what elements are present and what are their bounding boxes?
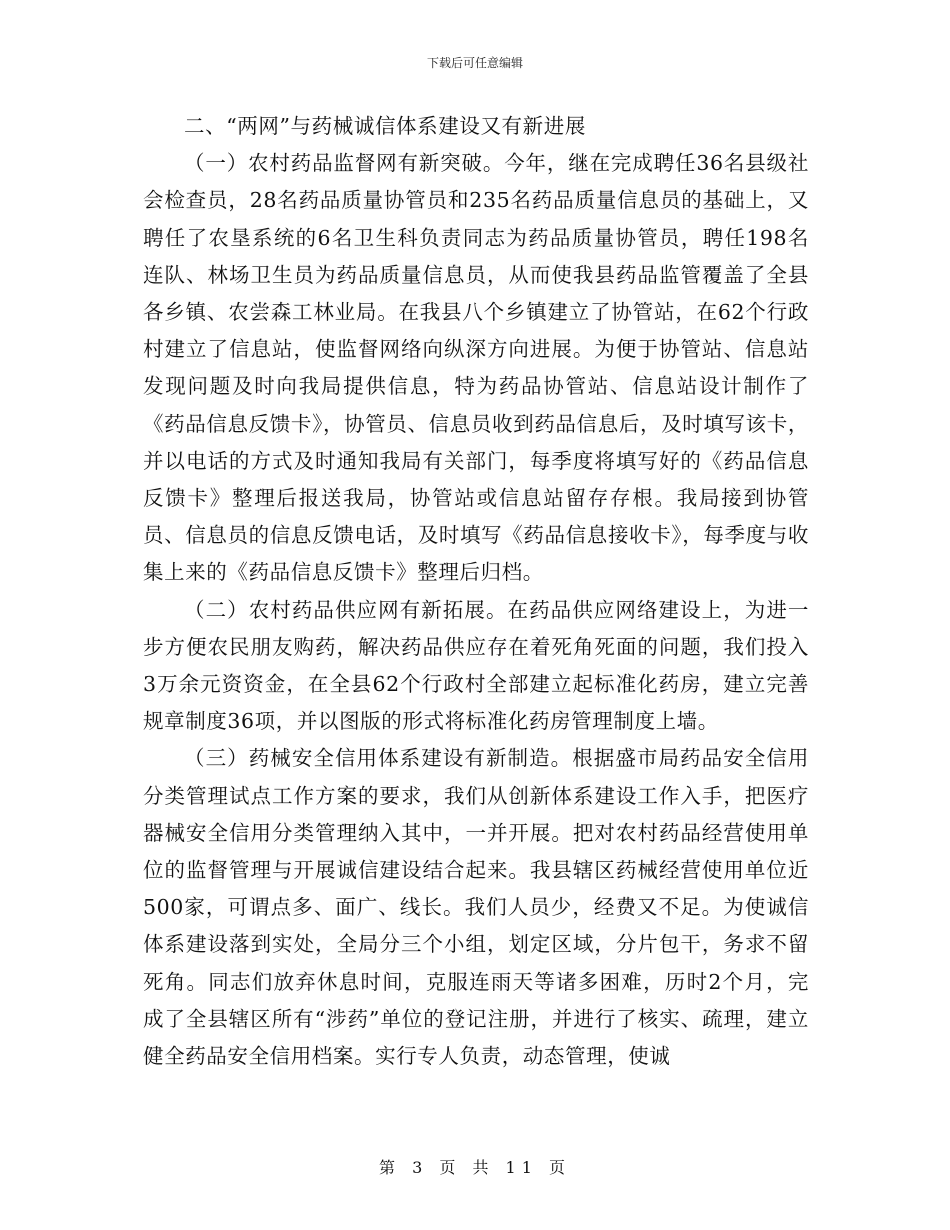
page-header-note: 下载后可任意编辑 [426,56,523,70]
paragraph-rural-supervision: （一）农村药品监督网有新突破。今年，继在完成聘任36名县级社会检查员，28名药品质量协管员和235名药品质量信息员的基础上，又聘任了农垦系统的6名卫生科负责同志为药品质量协管员，聘任198名连队、林场卫生员为药品质量信息员，从而使我县药品监管覆盖了全县各乡镇、农尝森工林业局。在我县八个乡镇建立了协管站，在62个行政村建立了信息站，使监督网络向纵深方向进展。为便于协管站、信息站发现问题及时向我局提供信息，特为药品协管站、信息站设计制作了《药品信息反馈卡》，协管员、信息员收到药品信息后，及时填写该卡，并以电话的方式及时通知我局有关部门，每季度将填写好的《药品信息反馈卡》整理后报送我局，协管站或信息站留存存根。我局接到协管员、信息员的信息反馈电话，及时填写《药品信息接收卡》，每季度与收集上来的《药品信息反馈卡》整理后归档。 [143,151,809,585]
paragraph-rural-supply: （二）农村药品供应网有新拓展。在药品供应网络建设上，为进一步方便农民朋友购药，解决药品供应存在着死角死面的问题，我们投入3万余元资资金，在全县62个行政村全部建立起标准化药房，建立完善规章制度36项，并以图版的形式将标准化药房管理制度上墙。 [143,597,809,734]
page-footer-number: 第 3 页 共 11 页 [379,1158,571,1177]
paragraph-credit-system: （三）药械安全信用体系建设有新制造。根据盛市局药品安全信用分类管理试点工作方案的要求，我们从创新体系建设工作入手，把医疗器械安全信用分类管理纳入其中，一并开展。把对农村药品经营使用单位的监督管理与开展诚信建设结合起来。我县辖区药械经营使用单位近500家，可谓点多、面广、线长。我们人员少，经费又不足。为使诚信体系建设落到实处，全局分三个小组，划定区域，分片包干，务求不留死角。同志们放弃休息时间，克服连雨天等诸多困难，历时2个月，完成了全县辖区所有“涉药”单位的登记注册，并进行了核实、疏理，建立健全药品安全信用档案。实行专人负责，动态管理，使诚 [143,746,809,1069]
section-heading: 二、“两网”与药械诚信体系建设又有新进展 [184,114,586,138]
document-body [143,108,809,1075]
